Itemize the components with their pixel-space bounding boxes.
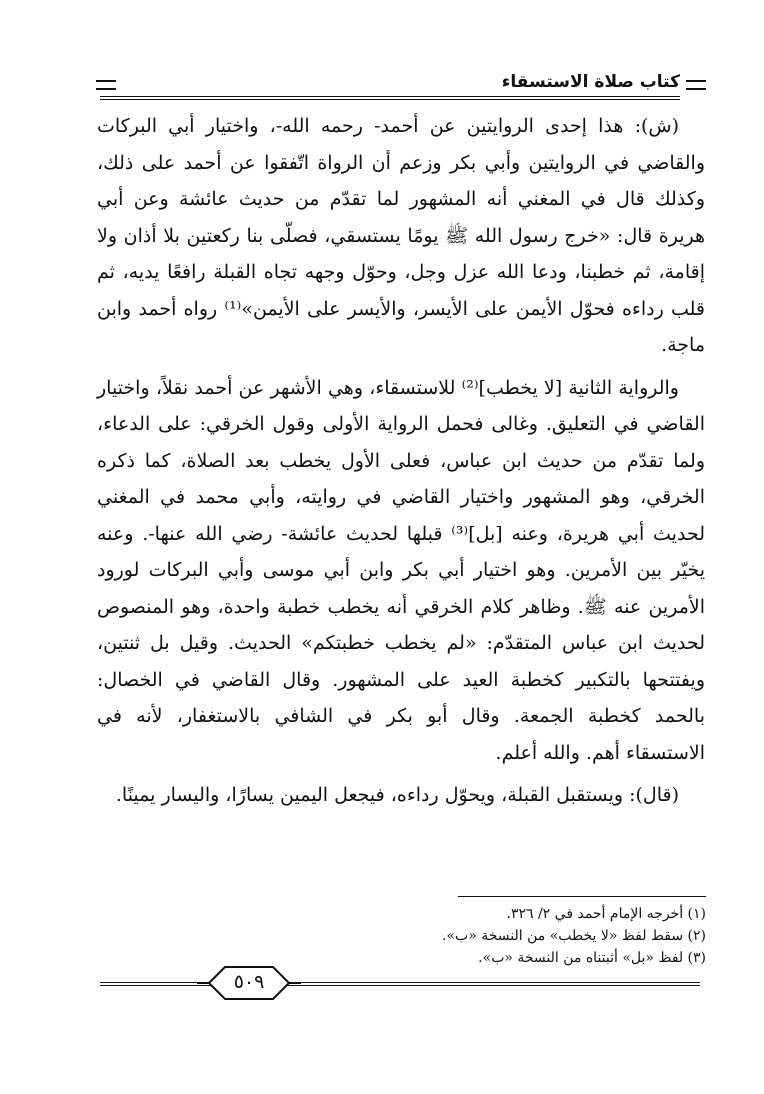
header-rule xyxy=(100,96,680,100)
running-header xyxy=(100,70,680,100)
header-ornament-right xyxy=(686,80,706,90)
main-text xyxy=(97,108,705,814)
footer-rule xyxy=(100,982,700,986)
footnote-3: (٣) لفظ «بل» أثبتناه من النسخة «ب». xyxy=(478,950,706,966)
footnote-1: (١) أخرجه الإمام أحمد في ٢/ ٣٢٦. xyxy=(506,906,706,922)
footnote-2: (٢) سقط لفظ «لا يخطب» من النسخة «ب». xyxy=(442,928,706,944)
page-number-badge xyxy=(195,964,303,1002)
paragraph-second-narration: والرواية الثانية [لا يخطب]⁽²⁾ للاستسقاء، وهي الأشهر عن أحمد نقلاً، واختيار القاضي في التعليق. وغالى فحمل الرواية الأولى وقول الخرقي: على الدعاء، ولما تقدّم من حديث ابن عباس، فعلى الأول يخطب بعد الصلاة، كما ذكره الخرقي، وهو المشهور واختيار القاضي في روايته، وأبي محمد في المغني لحديث أبي هريرة، وعنه [بل]⁽³⁾ قبلها لحديث عائشة- رضي الله عنها-. وعنه يخيّر بين الأمرين. وهو اختيار أبي بكر وابن أبي موسى وأبي البركات لورود الأمرين عنه ﷺ. وظاهر كلام الخرقي أنه يخطب خطبة واحدة، وهو المنصوص لحديث ابن عباس المتقدّم: «لم يخطب خطبتكم» الحديث. وقيل بل ثنتين، ويفتتحها بالتكبير كخطبة العيد على المشهور. وقال القاضي في الخصال: بالحمد كخطبة الجمعة. وقال أبو بكر في الشافي بالاستغفار، لأنه في الاستسقاء أهم. والله أعلم. xyxy=(97,376,705,764)
page-footer xyxy=(100,958,700,1018)
header-ornament-left xyxy=(96,80,116,90)
chapter-title: كتاب صلاة الاستسقاء xyxy=(494,72,680,92)
paragraph-commentary: (ش): هذا إحدى الروايتين عن أحمد- رحمه الله-، واختيار أبي البركات والقاضي في الروايتين وأبي بكر وزعم أن الرواة اتّفقوا عن أحمد على ذلك، وكذلك قال في المغني أنه المشهور لما تقدّم من حديث عائشة وعن أبي هريرة قال: «خرج رسول الله ﷺ يومًا يستسقي، فصلّى بنا ركعتين بلا أذان ولا إقامة، ثم خطبنا، ودعا الله عزل وجل، وحوّل وجهه تجاه القبلة رافعًا يديه، ثم قلب رداءه فحوّل الأيمن على الأيسر، والأيسر على الأيمن»⁽¹⁾ رواه أحمد وابن ماجة. xyxy=(97,115,705,356)
page-number: ٥٠٩ xyxy=(233,971,265,993)
paragraph-qala: (قال): ويستقبل القبلة، ويحوّل رداءه، فيجعل اليمين يسارًا، واليسار يمينًا. xyxy=(115,784,679,806)
footnote-separator xyxy=(458,896,706,897)
